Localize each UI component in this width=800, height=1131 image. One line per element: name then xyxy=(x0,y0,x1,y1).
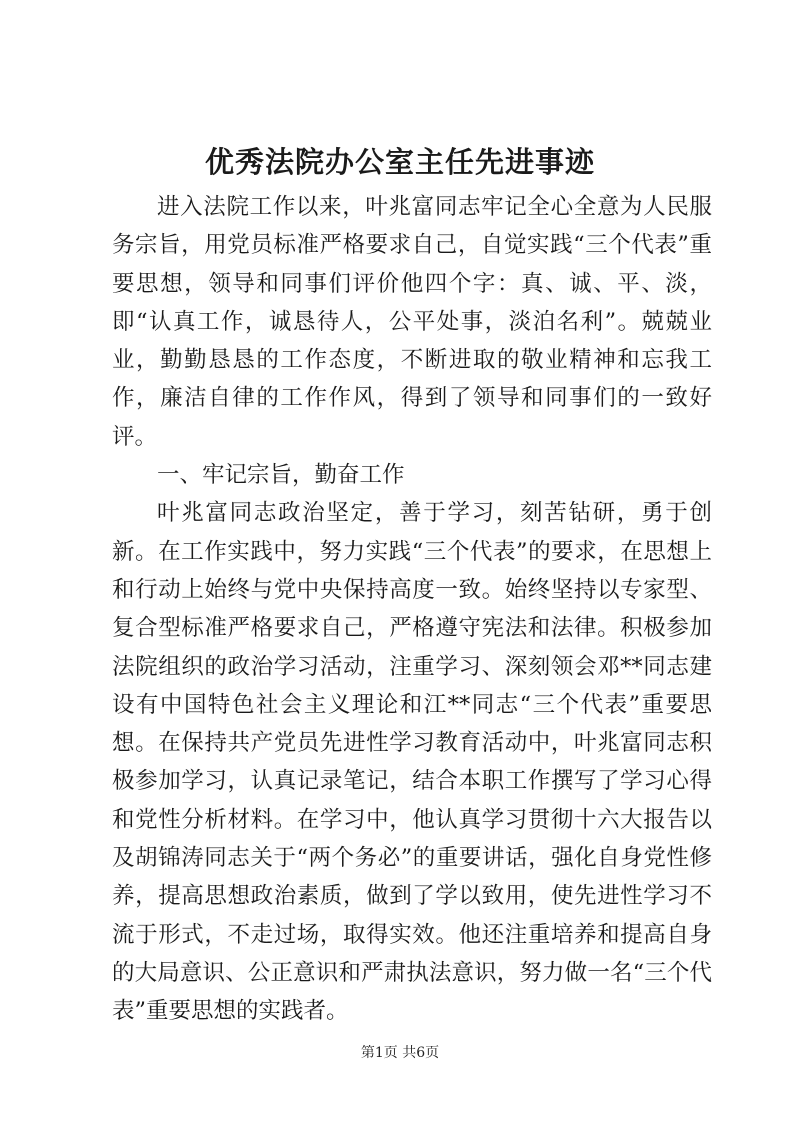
paragraph-section-one: 叶兆富同志政治坚定，善于学习，刻苦钻研，勇于创新。在工作实践中，努力实践“三个代表”的要求，在思想上和行动上始终与党中央保持高度一致。始终坚持以专家型、复合型标准严格要求自己，严格遵守宪法和法律。积极参加法院组织的政治学习活动，注重学习、深刻领会邓**同志建设有中国特色社会主义理论和江**同志“三个代表”重要思想。在保持共产党员先进性学习教育活动中，叶兆富同志积极参加学习，认真记录笔记，结合本职工作撰写了学习心得和党性分析材料。在学习中，他认真学习贯彻十六大报告以及胡锦涛同志关于“两个务必”的重要讲话，强化自身党性修养，提高思想政治素质，做到了学以致用，使先进性学习不流于形式，不走过场，取得实效。他还注重培养和提高自身的大局意识、公正意识和严肃执法意识，努力做一名“三个代表”重要思想的实践者。 xyxy=(112,500,712,1025)
document-title: 优秀法院办公室主任先进事迹 xyxy=(204,145,595,179)
page-footer: 第1页 共6页 xyxy=(360,1045,440,1061)
paragraph-intro: 进入法院工作以来，叶兆富同志牢记全心全意为人民服务宗旨，用党员标准严格要求自己，自觉实践“三个代表”重要思想，领导和同事们评价他四个字：真、诚、平、淡，即“认真工作，诚恳待人，公平处事，淡泊名利”。兢兢业业，勤勤恳恳的工作态度，不断进取的敬业精神和忘我工作，廉洁自律的工作作风，得到了领导和同事们的一致好评。 xyxy=(112,194,712,450)
document-body xyxy=(112,188,712,1031)
section-heading: 一、牢记宗旨，勤奋工作 xyxy=(157,462,405,489)
